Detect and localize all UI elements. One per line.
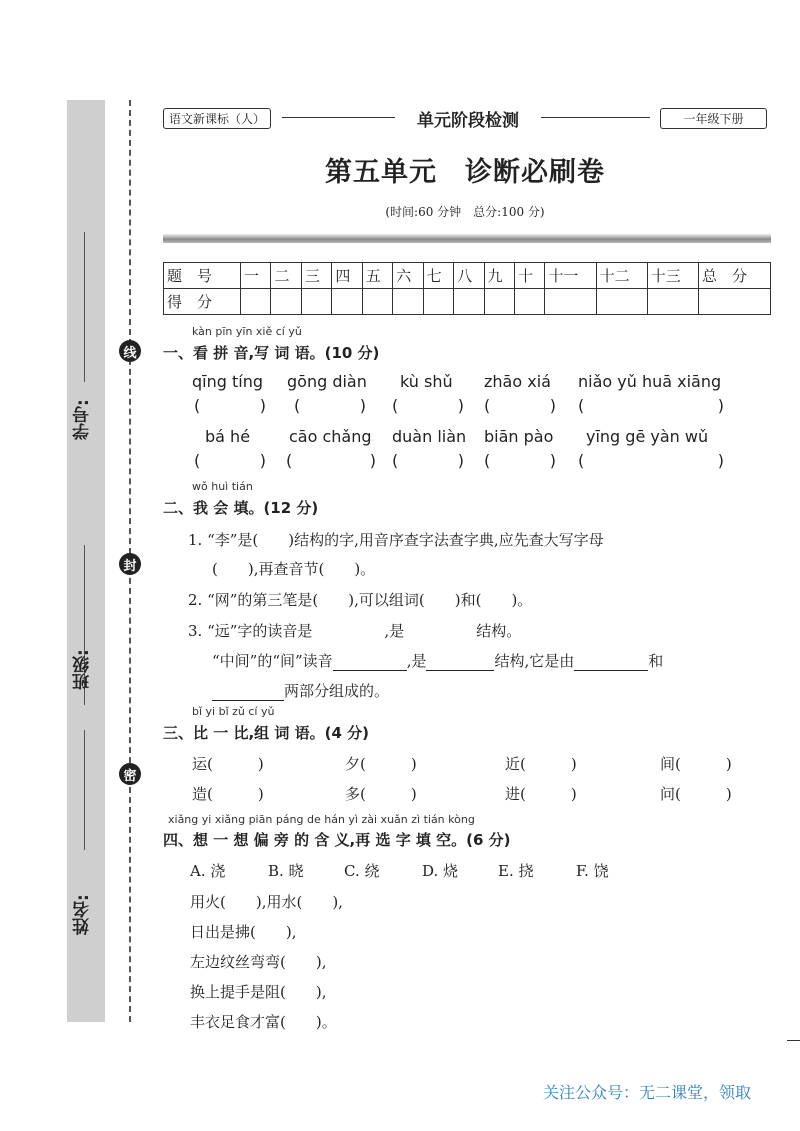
class-label: 班级: (73, 649, 93, 690)
answer-box[interactable]: ( ) (484, 396, 556, 415)
q2-2: 2. “网”的第三笔是( ),可以组词( )和( )。 (188, 591, 533, 609)
compare-word[interactable]: 运( ) (192, 755, 264, 773)
answer-box[interactable]: ( ) (484, 451, 556, 470)
pinyin-item: biān pào (484, 427, 554, 446)
score-cell: 十三 (647, 263, 698, 289)
q2-3-text: 结构。 (476, 622, 522, 640)
q2-3-line3 (212, 680, 389, 701)
score-cell[interactable] (362, 289, 392, 315)
q2-3-text: “中间”的“间”读音 (212, 652, 333, 670)
student-no-line (84, 232, 85, 382)
score-cell: 九 (484, 263, 514, 289)
compare-word[interactable]: 进( ) (505, 785, 577, 803)
grade-tag: 一年级下册 (660, 108, 767, 129)
answer-box[interactable]: ( ) (294, 396, 366, 415)
seal-feng: 封 (119, 553, 141, 575)
score-cell: 三 (301, 263, 331, 289)
score-cell: 四 (332, 263, 362, 289)
q2-3-text: 两部分组成的。 (284, 682, 390, 700)
q2-3-line1 (188, 620, 521, 641)
section2-pinyin: wǒ huì tián (192, 480, 253, 493)
answer-box[interactable]: ( ) (392, 451, 464, 470)
option: B. 晓 (268, 862, 304, 880)
blank[interactable] (333, 652, 407, 671)
pinyin-item: kù shǔ (400, 372, 453, 391)
q2-3-text: ,是 (384, 622, 405, 640)
score-cell[interactable] (484, 289, 514, 315)
option: C. 绕 (344, 862, 380, 880)
blank[interactable] (212, 682, 284, 701)
option: E. 挠 (498, 862, 534, 880)
pinyin-item: niǎo yǔ huā xiāng (578, 372, 722, 391)
q2-3-text: 结构,它是由 (494, 652, 575, 670)
pinyin-item: zhāo xiá (484, 372, 551, 391)
score-cell: 总 分 (698, 263, 770, 289)
score-cell[interactable] (596, 289, 647, 315)
pinyin-item: duàn liàn (392, 427, 467, 446)
score-cell: 八 (454, 263, 484, 289)
score-cell[interactable] (241, 289, 271, 315)
score-cell[interactable] (698, 289, 770, 315)
fill-line[interactable]: 日出是拂( ), (190, 923, 297, 941)
score-cell: 得 分 (164, 289, 241, 315)
compare-word[interactable]: 夕( ) (345, 755, 417, 773)
score-cell[interactable] (332, 289, 362, 315)
fill-line[interactable]: 左边纹丝弯弯( ), (190, 953, 327, 971)
answer-box[interactable]: ( ) (578, 451, 724, 470)
time-info: (时间:60 分钟 总分:100 分) (385, 205, 545, 219)
header-center-title: 单元阶段检测 (395, 106, 541, 131)
pinyin-item: cāo chǎng (289, 427, 372, 446)
fill-line[interactable]: 换上提手是阻( ), (190, 983, 327, 1001)
score-cell: 十二 (596, 263, 647, 289)
section3-title: 三、比 一 比,组 词 语。(4 分) (163, 724, 369, 742)
score-cell[interactable] (545, 289, 596, 315)
q2-3-text: 3. “远”字的读音是 (188, 622, 313, 640)
fill-line[interactable]: 用火( ),用水( ), (190, 893, 343, 911)
option: A. 浇 (190, 862, 226, 880)
score-cell: 一 (241, 263, 271, 289)
pinyin-item: bá hé (205, 427, 251, 446)
score-cell[interactable] (647, 289, 698, 315)
answer-box[interactable]: ( ) (194, 396, 266, 415)
edge-mark (787, 1040, 800, 1041)
name-line (84, 730, 85, 850)
seal-mi: 密 (119, 763, 141, 785)
blank[interactable] (426, 652, 494, 671)
answer-box[interactable]: ( ) (194, 451, 266, 470)
score-cell[interactable] (271, 289, 301, 315)
compare-word[interactable]: 间( ) (660, 755, 732, 773)
score-table (163, 262, 771, 315)
option: D. 烧 (422, 862, 459, 880)
page-title: 第五单元 诊断必刷卷 (325, 157, 605, 188)
score-cell: 题 号 (164, 263, 241, 289)
compare-word[interactable]: 造( ) (192, 785, 264, 803)
section4-pinyin: xiǎng yi xiǎng piān páng de hán yì zài xuǎn zì tián kòng (168, 813, 475, 826)
score-cell: 七 (423, 263, 453, 289)
option: F. 饶 (576, 862, 609, 880)
q2-3-text: 和 (648, 652, 664, 670)
q2-1-line2: ( ),再查音节( )。 (212, 560, 376, 578)
footer-watermark: 关注公众号：无二课堂，领取 (543, 1083, 752, 1102)
section2-title: 二、我 会 填。(12 分) (163, 499, 319, 517)
fill-line[interactable]: 丰衣足食才富( )。 (190, 1013, 337, 1031)
blank[interactable] (574, 652, 648, 671)
answer-box[interactable]: ( ) (578, 396, 724, 415)
answer-box[interactable]: ( ) (286, 451, 376, 470)
q2-3-line2 (212, 650, 663, 671)
score-cell[interactable] (423, 289, 453, 315)
score-cell: 二 (271, 263, 301, 289)
pinyin-item: gōng diàn (287, 372, 367, 391)
score-cell[interactable] (514, 289, 544, 315)
compare-word[interactable]: 近( ) (505, 755, 577, 773)
subject-tag: 语文新课标（人） (163, 108, 271, 129)
compare-word[interactable]: 多( ) (345, 785, 417, 803)
pinyin-item: qīng tíng (192, 372, 263, 391)
score-cell[interactable] (301, 289, 331, 315)
compare-word[interactable]: 问( ) (660, 785, 732, 803)
score-cell: 十 (514, 263, 544, 289)
score-cell: 十一 (545, 263, 596, 289)
q2-1-line1: 1. “李”是( )结构的字,用音序查字法查字典,应先查大写字母 (188, 531, 604, 549)
seal-xian: 线 (119, 340, 141, 362)
score-cell[interactable] (393, 289, 423, 315)
section1-title: 一、看 拼 音,写 词 语。(10 分) (163, 344, 380, 362)
section1-pinyin: kàn pīn yīn xiě cí yǔ (192, 325, 302, 338)
answer-box[interactable]: ( ) (392, 396, 464, 415)
student-no-label: 学号: (73, 399, 93, 440)
section4-title: 四、想 一 想 偏 旁 的 含 义,再 选 字 填 空。(6 分) (163, 831, 511, 849)
pinyin-item: yīng gē yàn wǔ (586, 427, 709, 446)
score-cell: 五 (362, 263, 392, 289)
title-divider (163, 234, 771, 243)
score-cell[interactable] (454, 289, 484, 315)
q2-3-text: ,是 (406, 652, 427, 670)
score-header-row (164, 263, 771, 289)
name-label: 姓名: (73, 894, 93, 935)
score-cell: 六 (393, 263, 423, 289)
score-value-row (164, 289, 771, 315)
section3-pinyin: bǐ yi bǐ zǔ cí yǔ (192, 705, 275, 718)
